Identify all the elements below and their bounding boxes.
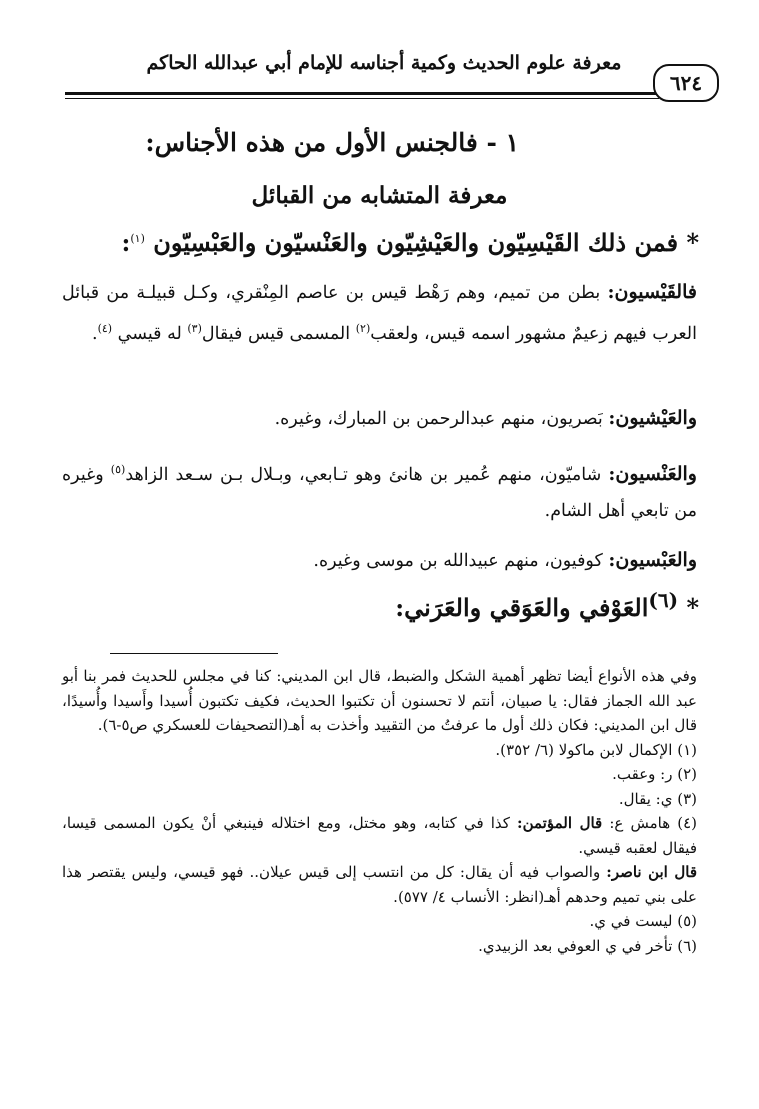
- paragraph-text: وغيره من تابعي أهل الشام.: [62, 464, 697, 521]
- footnote-6: (٦) تأخر في ي العوفي بعد الزبيدي.: [478, 936, 697, 955]
- header-rule-thin: [65, 98, 659, 99]
- footnote-4b: [62, 860, 697, 909]
- paragraph-text: كوفيون، منهم عبيدالله بن موسى وغيره.: [313, 551, 603, 571]
- paragraph-absiyyun: [62, 542, 697, 579]
- footnote-ref-4: (٤): [97, 322, 113, 335]
- paragraph-qaysiyyun: [62, 274, 697, 352]
- footnote-ref-5: (٥): [110, 463, 126, 476]
- paragraph-text: بَصريون، منهم عبدالرحمن بن المبارك، وغيره.: [274, 409, 603, 429]
- paragraph-text: له قيسي: [117, 323, 182, 344]
- footnote-4-label: (٤) هامش ع:: [609, 814, 697, 832]
- term-ayshiyyun: والعَيْشيون:: [608, 407, 697, 429]
- topic-heading-2-text: العَوْفي والعَوَقي والعَرَني:: [395, 593, 649, 622]
- footnote-1: (١) الإكمال لابن ماكولا (٦/ ٣٥٢).: [495, 740, 697, 759]
- footnote-separator: [110, 653, 278, 654]
- paragraph-text: شاميّون، منهم عُمير بن هانئ وهو تـابعي، وبـلال بـن سـعد الزاهد: [125, 464, 602, 485]
- footnote-4: [62, 811, 697, 860]
- footnote-5: (٥) ليست في ي.: [589, 912, 697, 930]
- footnote-2: (٢) ر: وعقب.: [612, 765, 697, 783]
- header-rule: [65, 92, 659, 95]
- paragraph-end: .: [91, 323, 98, 344]
- topic-heading-colon: :: [121, 228, 131, 257]
- section-heading: ١ - فالجنس الأول من هذه الأجناس:: [145, 128, 519, 157]
- paragraph-text: المسمى قيس فيقال: [201, 323, 351, 344]
- topic-heading-text: * فمن ذلك القَيْسِيّون والعَيْشِيّون والعَنْسيّون والعَبْسِيّون: [153, 228, 699, 257]
- paragraph-text: بطن من تميم، وهم رَهْط قيس بن عاصم المِنْقري، وكـل قبيلـة من قبائل العرب فيهم زعيمٌ مشهور اسمه قيس، ولعقب: [62, 283, 697, 344]
- term-qaysiyyun: فالقَيْسيون:: [607, 281, 697, 303]
- page-number: ٦٢٤: [653, 64, 719, 102]
- topic-heading-2: [395, 588, 699, 622]
- footnote-4-text: كذا في كتابه، وهو مختل، ومع اختلاله فينبغي أنْ يكون المسمى قيسا، فيقال لعقبه قيسي.: [62, 814, 697, 857]
- paragraph-ayshiyyun: [62, 400, 697, 437]
- section-subheading: معرفة المتشابه من القبائل: [251, 182, 508, 209]
- footnote-3: (٣) ي: يقال.: [618, 789, 697, 808]
- footnote-ref-2: (٢): [355, 322, 371, 335]
- term-ansiyyun: والعَنْسيون:: [608, 462, 697, 485]
- footnote-4b-speaker: قال ابن ناصر:: [606, 863, 697, 881]
- footnote-ref-3: (٣): [187, 322, 202, 335]
- footnote-ref-1: (١): [130, 232, 145, 245]
- running-title: معرفة علوم الحديث وكمية أجناسه للإمام أبي عبدالله الحاكم: [146, 52, 622, 74]
- asterisk: *: [686, 593, 699, 622]
- topic-heading: [122, 228, 700, 257]
- term-absiyyun: والعَبْسيون:: [608, 549, 697, 571]
- footnote-4-speaker: قال المؤتمن:: [517, 814, 603, 832]
- footnotes: [62, 664, 697, 958]
- paragraph-ansiyyun: [62, 452, 697, 529]
- footnote-continuation: وفي هذه الأنواع أيضا تظهر أهمية الشكل والضبط، قال ابن المديني: كنا في مجلس للحديث فمر بنا أبو عبد الله الجماز فقال: يا صبيان، أنتم لا تحسنون أن تكتبوا الحديث، فكيف تكتبون أُسيدا وأَسيدا وأُسيدًا، قال ابن المديني: فكان ذلك أول ما عرفتُ من التقييد وأخذت به أهـ(التصحيفات للعسكري ص٥-٦).: [62, 667, 697, 734]
- footnote-ref-6: (٦): [648, 588, 679, 612]
- footnote-4b-text: والصواب فيه أن يقال: كل من انتسب إلى قيس عيلان.. فهو قيسي، وليس يقتصر هذا على بني تميم وحدهم أهـ(انظر: الأنساب ٤/ ٥٧٧).: [62, 863, 697, 906]
